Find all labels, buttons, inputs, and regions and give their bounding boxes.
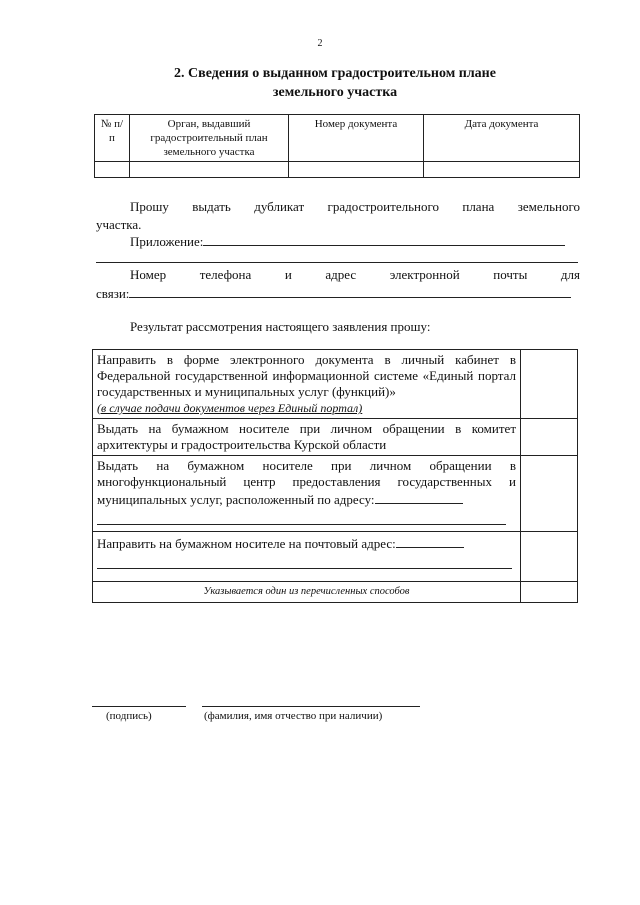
option-mfc-checkbox[interactable] bbox=[521, 456, 578, 532]
option-mfc-text bbox=[93, 456, 521, 532]
attachment-extra-line[interactable] bbox=[96, 262, 578, 263]
attachment-row bbox=[96, 232, 580, 251]
post-address-line2[interactable] bbox=[97, 554, 512, 569]
option-committee-label: Выдать на бумажном носителе при личном обращении в комитет архитектуры и градостроительства Курской области bbox=[97, 421, 516, 452]
col-authority-header: Орган, выдавший градостроительный план земельного участка bbox=[130, 115, 289, 162]
option-footer-box bbox=[521, 582, 578, 603]
attachment-label: Приложение: bbox=[130, 234, 204, 249]
col-doc-number-header: Номер документа bbox=[289, 115, 424, 162]
option-row-post bbox=[93, 532, 578, 582]
option-committee-text bbox=[93, 419, 521, 456]
request-paragraph bbox=[96, 198, 580, 234]
cell-doc-date[interactable] bbox=[424, 162, 580, 178]
request-line1: Прошу выдать дубликат градостроительного плана земельного bbox=[130, 199, 580, 214]
signature-line[interactable] bbox=[92, 706, 186, 707]
option-portal-checkbox[interactable] bbox=[521, 350, 578, 419]
cell-authority[interactable] bbox=[130, 162, 289, 178]
phone-email-paragraph bbox=[96, 266, 580, 303]
phone-line2-row bbox=[96, 284, 580, 303]
option-post-label: Направить на бумажном носителе на почтовый адрес: bbox=[97, 534, 516, 552]
plan-table-header-row bbox=[95, 115, 580, 162]
contact-field[interactable] bbox=[129, 284, 571, 298]
plan-table-empty-row[interactable] bbox=[95, 162, 580, 178]
full-name-line[interactable] bbox=[202, 706, 420, 707]
section-title-line1: 2. Сведения о выданном градостроительном плане bbox=[174, 66, 496, 81]
request-line2: участка. bbox=[96, 217, 142, 232]
result-intro: Результат рассмотрения настоящего заявления прошу: bbox=[130, 319, 431, 334]
mfc-address-line2[interactable] bbox=[97, 510, 506, 525]
option-portal-text bbox=[93, 350, 521, 419]
option-post-text bbox=[93, 532, 521, 582]
option-portal-note: (в случае подачи документов через Единый портал) bbox=[97, 401, 363, 415]
page-number: 2 bbox=[317, 38, 323, 49]
plan-info-table bbox=[94, 114, 580, 178]
option-portal-label: Направить в форме электронного документа в личный кабинет в Федеральной государственной информационной системе «Единый портал государственных и муниципальных услуг (функций)» bbox=[97, 352, 516, 399]
options-footer-note: Указывается один из перечисленных способов bbox=[93, 582, 521, 603]
cell-doc-number[interactable] bbox=[289, 162, 424, 178]
delivery-options-table bbox=[92, 349, 578, 603]
post-address-field[interactable] bbox=[396, 534, 464, 548]
phone-line1: Номер телефона и адрес электронной почты для bbox=[130, 267, 580, 282]
full-name-label: (фамилия, имя отчество при наличии) bbox=[204, 710, 383, 722]
option-row-committee bbox=[93, 419, 578, 456]
phone-line2-label: связи: bbox=[96, 286, 130, 301]
option-footer-row bbox=[93, 582, 578, 603]
col-number-header: № п/п bbox=[95, 115, 130, 162]
signature-label: (подпись) bbox=[106, 710, 152, 722]
option-row-portal bbox=[93, 350, 578, 419]
option-row-mfc bbox=[93, 456, 578, 532]
option-post-checkbox[interactable] bbox=[521, 532, 578, 582]
mfc-address-field[interactable] bbox=[375, 490, 463, 504]
option-committee-checkbox[interactable] bbox=[521, 419, 578, 456]
option-mfc-label: Выдать на бумажном носителе при личном обращении в многофункциональный центр предоставления государственных и муниципальных услуг, расположенный по адресу: bbox=[97, 458, 516, 507]
cell-number[interactable] bbox=[95, 162, 130, 178]
attachment-field[interactable] bbox=[203, 232, 565, 246]
col-doc-date-header: Дата документа bbox=[424, 115, 580, 162]
section-title bbox=[120, 64, 550, 102]
section-title-line2: земельного участка bbox=[272, 85, 398, 100]
